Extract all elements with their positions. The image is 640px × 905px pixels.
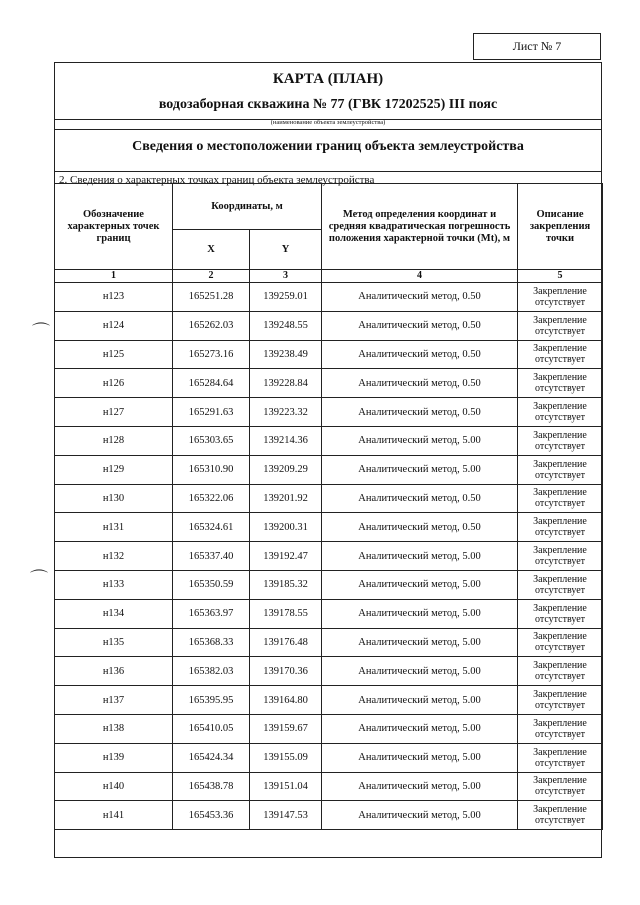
x-cell: 165410.05: [173, 714, 250, 743]
y-cell: 139155.09: [250, 743, 322, 772]
x-cell: 165303.65: [173, 426, 250, 455]
method-cell: Аналитический метод, 5.00: [322, 801, 518, 830]
object-name-caption: (наименование объекта землеустройства): [270, 119, 386, 126]
y-cell: 139228.84: [250, 369, 322, 398]
point-cell: н129: [55, 455, 173, 484]
point-cell: н132: [55, 542, 173, 571]
fixing-cell: Закрепление отсутствует: [518, 369, 603, 398]
method-cell: Аналитический метод, 5.00: [322, 570, 518, 599]
fixing-cell: Закрепление отсутствует: [518, 455, 603, 484]
table-row: [55, 340, 603, 369]
method-cell: Аналитический метод, 0.50: [322, 513, 518, 542]
point-cell: н133: [55, 570, 173, 599]
document-title: КАРТА (ПЛАН): [272, 71, 384, 87]
y-cell: 139259.01: [250, 283, 322, 312]
method-cell: Аналитический метод, 5.00: [322, 599, 518, 628]
y-cell: 139201.92: [250, 484, 322, 513]
point-cell: н125: [55, 340, 173, 369]
fixing-cell: Закрепление отсутствует: [518, 426, 603, 455]
point-cell: н130: [55, 484, 173, 513]
x-cell: 165262.03: [173, 311, 250, 340]
y-cell: 139176.48: [250, 628, 322, 657]
y-cell: 139214.36: [250, 426, 322, 455]
y-cell: 139159.67: [250, 714, 322, 743]
point-cell: н127: [55, 398, 173, 427]
method-cell: Аналитический метод, 5.00: [322, 714, 518, 743]
y-cell: 139164.80: [250, 686, 322, 715]
header-x: X: [173, 230, 250, 270]
fixing-cell: Закрепление отсутствует: [518, 714, 603, 743]
fixing-cell: Закрепление отсутствует: [518, 542, 603, 571]
y-cell: 139151.04: [250, 772, 322, 801]
y-cell: 139192.47: [250, 542, 322, 571]
method-cell: Аналитический метод, 5.00: [322, 657, 518, 686]
column-number: 5: [518, 270, 603, 283]
method-cell: Аналитический метод, 5.00: [322, 426, 518, 455]
table-row: [55, 513, 603, 542]
fixing-cell: Закрепление отсутствует: [518, 513, 603, 542]
method-cell: Аналитический метод, 5.00: [322, 686, 518, 715]
column-number: 4: [322, 270, 518, 283]
point-cell: н128: [55, 426, 173, 455]
method-cell: Аналитический метод, 0.50: [322, 484, 518, 513]
point-cell: н137: [55, 686, 173, 715]
y-cell: 139185.32: [250, 570, 322, 599]
table-row: [55, 484, 603, 513]
table-row: [55, 772, 603, 801]
y-cell: 139223.32: [250, 398, 322, 427]
table-row: [55, 398, 603, 427]
header-method: Метод определения координат и средняя квадратическая погрешность положения характерной точки (Mt), м: [322, 184, 518, 270]
x-cell: 165310.90: [173, 455, 250, 484]
subsection-title: 2. Сведения о характерных точках границ объекта землеустройства: [59, 174, 375, 186]
method-cell: Аналитический метод, 5.00: [322, 542, 518, 571]
column-number: 1: [55, 270, 173, 283]
method-cell: Аналитический метод, 5.00: [322, 772, 518, 801]
document-frame: [54, 62, 602, 858]
fixing-cell: Закрепление отсутствует: [518, 283, 603, 312]
fixing-cell: Закрепление отсутствует: [518, 657, 603, 686]
method-cell: Аналитический метод, 5.00: [322, 743, 518, 772]
x-cell: 165324.61: [173, 513, 250, 542]
points-table: [54, 183, 603, 830]
fixing-cell: Закрепление отсутствует: [518, 340, 603, 369]
point-cell: н138: [55, 714, 173, 743]
method-cell: Аналитический метод, 0.50: [322, 340, 518, 369]
header-y: Y: [250, 230, 322, 270]
point-cell: н123: [55, 283, 173, 312]
table-row: [55, 801, 603, 830]
method-cell: Аналитический метод, 5.00: [322, 628, 518, 657]
fixing-cell: Закрепление отсутствует: [518, 743, 603, 772]
fixing-cell: Закрепление отсутствует: [518, 628, 603, 657]
table-row: [55, 686, 603, 715]
y-cell: 139209.29: [250, 455, 322, 484]
table-row: [55, 426, 603, 455]
y-cell: 139147.53: [250, 801, 322, 830]
y-cell: 139178.55: [250, 599, 322, 628]
method-cell: Аналитический метод, 0.50: [322, 311, 518, 340]
y-cell: 139200.31: [250, 513, 322, 542]
table-row: [55, 628, 603, 657]
x-cell: 165337.40: [173, 542, 250, 571]
fixing-cell: Закрепление отсутствует: [518, 686, 603, 715]
sheet-number-label: Лист № 7: [473, 33, 601, 60]
point-cell: н135: [55, 628, 173, 657]
header-designation: Обозначение характерных точек границ: [55, 184, 173, 270]
y-cell: 139170.36: [250, 657, 322, 686]
method-cell: Аналитический метод, 0.50: [322, 369, 518, 398]
method-cell: Аналитический метод, 0.50: [322, 283, 518, 312]
fixing-cell: Закрепление отсутствует: [518, 772, 603, 801]
x-cell: 165251.28: [173, 283, 250, 312]
scan-mark: ⌒: [30, 569, 48, 589]
column-number: 2: [173, 270, 250, 283]
method-cell: Аналитический метод, 0.50: [322, 398, 518, 427]
method-cell: Аналитический метод, 5.00: [322, 455, 518, 484]
y-cell: 139238.49: [250, 340, 322, 369]
x-cell: 165273.16: [173, 340, 250, 369]
scan-mark: ⌒: [32, 322, 50, 342]
table-row: [55, 283, 603, 312]
fixing-cell: Закрепление отсутствует: [518, 311, 603, 340]
header-fixing: Описание закрепления точки: [518, 184, 603, 270]
table-row: [55, 714, 603, 743]
table-row: [55, 743, 603, 772]
point-cell: н134: [55, 599, 173, 628]
table-row: [55, 455, 603, 484]
point-cell: н140: [55, 772, 173, 801]
object-name: водозаборная скважина № 77 (ГВК 17202525) III пояс: [158, 97, 498, 112]
point-cell: н136: [55, 657, 173, 686]
x-cell: 165284.64: [173, 369, 250, 398]
table-row: [55, 599, 603, 628]
table-row: [55, 542, 603, 571]
fixing-cell: Закрепление отсутствует: [518, 801, 603, 830]
header-coordinates: Координаты, м: [173, 184, 322, 230]
y-cell: 139248.55: [250, 311, 322, 340]
x-cell: 165453.36: [173, 801, 250, 830]
fixing-cell: Закрепление отсутствует: [518, 398, 603, 427]
x-cell: 165395.95: [173, 686, 250, 715]
table-row: [55, 657, 603, 686]
x-cell: 165363.97: [173, 599, 250, 628]
point-cell: н126: [55, 369, 173, 398]
x-cell: 165291.63: [173, 398, 250, 427]
points-table-body: [55, 283, 603, 830]
table-row: [55, 570, 603, 599]
table-row: [55, 311, 603, 340]
x-cell: 165368.33: [173, 628, 250, 657]
point-cell: н141: [55, 801, 173, 830]
divider: [55, 129, 601, 130]
divider: [55, 171, 601, 172]
point-cell: н139: [55, 743, 173, 772]
column-number: 3: [250, 270, 322, 283]
fixing-cell: Закрепление отсутствует: [518, 599, 603, 628]
point-cell: н124: [55, 311, 173, 340]
section-title: Сведения о местоположении границ объекта землеустройства: [132, 139, 524, 154]
x-cell: 165322.06: [173, 484, 250, 513]
x-cell: 165424.34: [173, 743, 250, 772]
x-cell: 165350.59: [173, 570, 250, 599]
x-cell: 165382.03: [173, 657, 250, 686]
fixing-cell: Закрепление отсутствует: [518, 484, 603, 513]
fixing-cell: Закрепление отсутствует: [518, 570, 603, 599]
table-row: [55, 369, 603, 398]
x-cell: 165438.78: [173, 772, 250, 801]
point-cell: н131: [55, 513, 173, 542]
